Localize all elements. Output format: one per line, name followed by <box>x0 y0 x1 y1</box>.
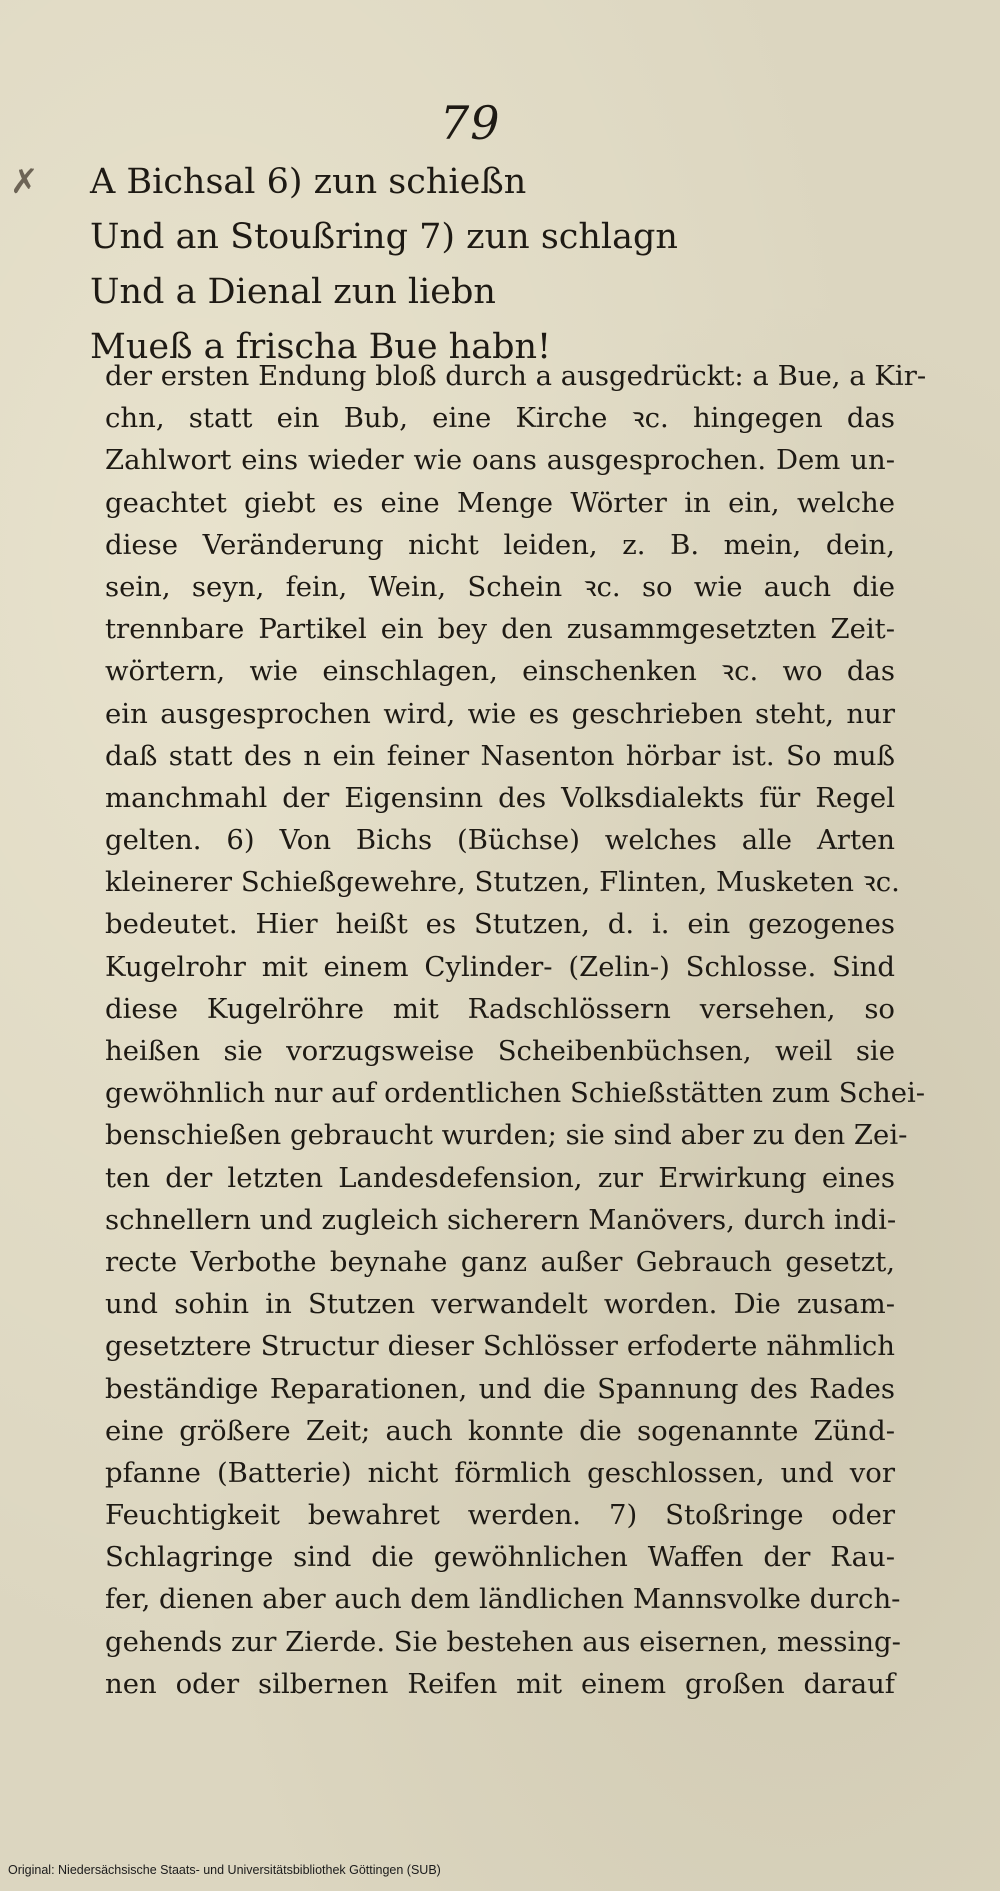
text-line: gelten. 6) Von Bichs (Büchse) welches alle Arten <box>105 824 895 857</box>
verse-line: A Bichsal 6) zun schießn <box>90 162 527 202</box>
text-line: sein, seyn, fein, Wein, Schein ꝛc. so wie auch die <box>105 570 895 603</box>
text-line: gesetztere Structur dieser Schlösser erfoderte nähmlich <box>105 1330 895 1363</box>
verse-line: Mueß a frischa Bue habn! <box>90 327 552 367</box>
text-line: benschießen gebraucht wurden; sie sind aber zu den Zei- <box>105 1119 908 1152</box>
text-line: beständige Reparationen, und die Spannung des Rades <box>105 1372 895 1405</box>
text-line: chn, statt ein Bub, eine Kirche ꝛc. hingegen das <box>105 402 895 435</box>
text-line: wörtern, wie einschlagen, einschenken ꝛc. wo das <box>105 655 895 688</box>
text-line: geachtet giebt es eine Menge Wörter in ein, welche <box>105 486 895 519</box>
text-line: ein ausgesprochen wird, wie es geschrieben steht, nur <box>105 697 895 730</box>
text-line: und sohin in Stutzen verwandelt worden. Die zusam- <box>105 1288 895 1321</box>
text-line: gehends zur Zierde. Sie bestehen aus eisernen, messing- <box>105 1625 901 1658</box>
text-line: diese Veränderung nicht leiden, z. B. mein, dein, <box>105 528 895 561</box>
margin-mark: ✗ <box>10 162 39 202</box>
text-line: Zahlwort eins wieder wie oans ausgesprochen. Dem un- <box>105 444 895 477</box>
text-line: ten der letzten Landesdefension, zur Erwirkung eines <box>105 1161 895 1194</box>
text-line: manchmahl der Eigensinn des Volksdialekts für Regel <box>105 781 895 814</box>
text-line: heißen sie vorzugsweise Scheibenbüchsen, weil sie <box>105 1035 895 1067</box>
text-line: pfanne (Batterie) nicht förmlich geschlossen, und vor <box>105 1456 895 1489</box>
text-line: nen oder silbernen Reifen mit einem großen darauf <box>105 1667 895 1700</box>
text-line: der ersten Endung bloß durch a ausgedrückt: a Bue, a Kir- <box>105 360 927 392</box>
text-line: fer, dienen aber auch dem ländlichen Mannsvolke durch- <box>105 1583 901 1616</box>
footnote-text <box>105 355 927 1705</box>
text-line: trennbare Partikel ein bey den zusammgesetzten Zeit- <box>105 613 895 646</box>
verse-block <box>90 155 790 375</box>
text-line: Kugelrohr mit einem Cylinder- (Zelin-) Schlosse. Sind <box>105 950 895 983</box>
text-line: Feuchtigkeit bewahret werden. 7) Stoßringe oder <box>105 1499 895 1532</box>
text-line: bedeutet. Hier heißt es Stutzen, d. i. ein gezogenes <box>105 908 895 941</box>
text-line: eine größere Zeit; auch konnte die sogenannte Zünd- <box>105 1414 895 1447</box>
text-line: daß statt des n ein feiner Nasenton hörbar ist. So muß <box>105 739 895 772</box>
text-line: Schlagringe sind die gewöhnlichen Waffen der Rau- <box>105 1541 895 1574</box>
source-credit: Original: Niedersächsische Staats- und Universitätsbibliothek Göttingen (SUB) <box>8 1863 441 1877</box>
text-line: recte Verbothe beynahe ganz außer Gebrauch gesetzt, <box>105 1245 895 1278</box>
text-line: kleinerer Schießgewehre, Stutzen, Flinten, Musketen ꝛc. <box>105 866 900 899</box>
verse-line: Und an Stoußring 7) zun schlagn <box>90 217 678 257</box>
verse-line: Und a Dienal zun liebn <box>90 272 496 312</box>
text-line: gewöhnlich nur auf ordentlichen Schießstätten zum Schei- <box>105 1077 926 1110</box>
text-line: schnellern und zugleich sicherern Manövers, durch indi- <box>105 1203 897 1236</box>
page-number: 79 <box>440 96 501 150</box>
text-line: diese Kugelröhre mit Radschlössern versehen, so <box>105 992 895 1025</box>
